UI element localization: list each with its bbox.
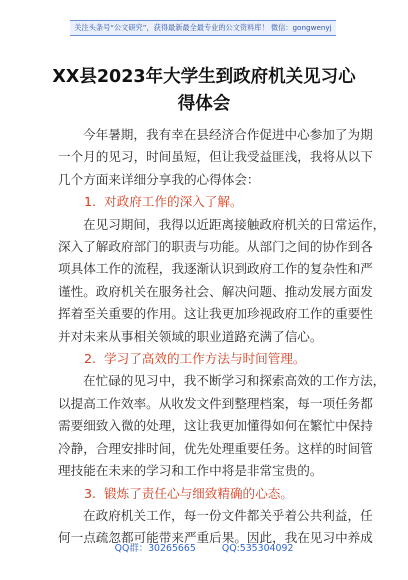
section-heading-3 (58, 483, 362, 505)
page-footer (0, 542, 408, 556)
text-line: 以提高工作效率。从收发文件到整理档案，每一项任务都 (58, 395, 373, 411)
text-line: 并对未来从事相关领域的职业道路充满了信心。 (58, 328, 323, 344)
section-paragraph-1 (58, 214, 386, 348)
section-heading-text: 学习了高效的工作方法与时间管理。 (104, 351, 306, 367)
section-number: 2. (84, 351, 97, 367)
text-line: 在政府机关工作，每一份文件都关乎着公共利益，任 (83, 507, 373, 523)
section-heading-1 (58, 191, 362, 213)
section-heading-text: 对政府工作的深入了解。 (104, 194, 243, 210)
text-line: 何一点疏忽都可能带来严重后果。因此，我在见习中养成 (58, 530, 373, 546)
text-line: 一个月的见习，时间虽短，但让我受益匪浅，我将从以下 (58, 149, 373, 165)
qq-text: QQ:535304092 (221, 543, 294, 554)
qq-group-text: QQ群：30265665 (114, 543, 196, 554)
text-line: 项具体工作的流程，我逐渐认识到政府工作的复杂性和严 (58, 261, 373, 277)
text-line: 今年暑期，我有幸在县经济合作促进中心参加了为期 (83, 127, 373, 142)
document-title (40, 64, 368, 118)
text-line: 挥着至关重要的作用。这让我更加珍视政府工作的重要性 (58, 306, 373, 322)
text-line: 在见习期间，我得以近距离接触政府机关的日常运作， (83, 216, 386, 232)
section-heading-2 (58, 348, 362, 370)
text-line: 冷静，合理安排时间，优先处理重要任务。这样的时间管 (58, 440, 373, 456)
intro-paragraph (58, 124, 373, 191)
section-number: 3. (84, 485, 97, 501)
section-heading-text: 锻炼了责任心与细致精确的心态。 (104, 485, 293, 501)
text-line: 谨性。政府机关在服务社会、解决问题、推动发展方面发 (58, 283, 373, 299)
text-line: 深入了解政府部门的职责与功能。从部门之间的协作到各 (58, 239, 373, 255)
top-banner (70, 20, 336, 36)
title-line: 得体会 (177, 94, 231, 114)
title-line: XX县2023年大学生到政府机关见习心 (52, 67, 356, 87)
text-line: 几个方面来详细分享我的心得体会： (58, 171, 260, 187)
text-line: 在忙碌的见习中，我不断学习和探索高效的工作方法， (83, 373, 386, 389)
text-line: 理技能在未来的学习和工作中将是非常宝贵的。 (58, 463, 323, 479)
text-line: 需要细致入微的处理，这让我更加懂得如何在繁忙中保持 (58, 418, 373, 434)
section-paragraph-2 (58, 370, 386, 482)
document-body (58, 124, 386, 550)
section-number: 1. (84, 194, 97, 210)
banner-text: 关注头条号“公文研究”，获得最新最全最专业的公文资料库！ 微信：gongwenyj (74, 23, 332, 32)
